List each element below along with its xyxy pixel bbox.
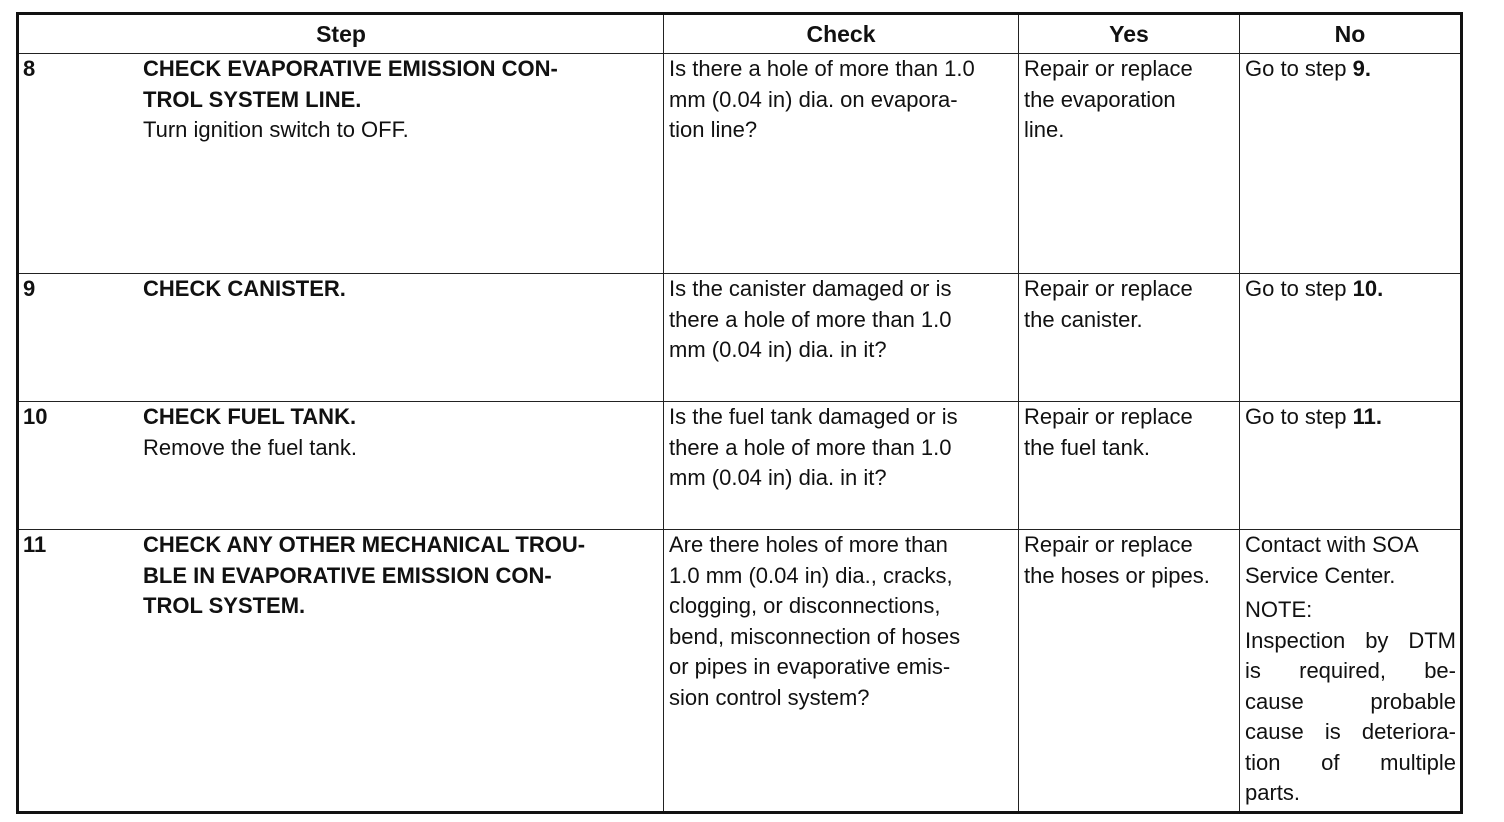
diagnostic-table: [16, 12, 1463, 814]
no-cell: [1240, 54, 1462, 274]
yes-cell: [1019, 402, 1240, 530]
header-check: Check: [664, 14, 1019, 54]
no-prefix: Go to step: [1245, 56, 1347, 81]
no-line: Service Center.: [1245, 562, 1396, 588]
no-cell: [1240, 274, 1462, 402]
note-line: cause is deteriora-: [1245, 719, 1456, 744]
check-line: clogging, or disconnections,: [669, 593, 941, 618]
yes-cell: [1019, 530, 1240, 813]
table-row-step-8: [18, 54, 1462, 274]
note-line: cause probable: [1245, 688, 1456, 714]
no-cell: [1240, 530, 1462, 813]
check-line: Are there holes of more than: [669, 532, 948, 557]
header-yes: Yes: [1019, 14, 1240, 54]
header-row: [18, 14, 1462, 54]
step-title-line: CHECK EVAPORATIVE EMISSION CON-: [143, 56, 558, 81]
step-cell: [18, 274, 664, 402]
step-title-line: BLE IN EVAPORATIVE EMISSION CON-: [143, 562, 552, 588]
note-line: Inspection by DTM: [1245, 627, 1456, 653]
yes-line: the evaporation: [1024, 86, 1176, 112]
step-title-line: CHECK CANISTER.: [143, 276, 346, 301]
check-line: there a hole of more than 1.0: [669, 306, 952, 332]
yes-cell: [1019, 274, 1240, 402]
yes-line: Repair or replace: [1024, 276, 1193, 301]
yes-line: Repair or replace: [1024, 532, 1193, 557]
check-line: Is the fuel tank damaged or is: [669, 404, 958, 429]
note-line: tion of multiple: [1245, 749, 1456, 775]
no-prefix: Go to step: [1245, 404, 1347, 429]
step-text: [143, 54, 663, 146]
check-cell: [664, 54, 1019, 274]
check-cell: [664, 530, 1019, 813]
note-body: [1245, 626, 1456, 809]
table-row-step-9: [18, 274, 1462, 402]
note-line: is required, be-: [1245, 658, 1456, 683]
step-number: 10: [23, 404, 48, 429]
step-number: 9: [23, 276, 36, 301]
check-line: Is there a hole of more than 1.0: [669, 56, 975, 81]
yes-line: the fuel tank.: [1024, 434, 1150, 460]
step-number: 8: [23, 56, 36, 81]
no-step-ref: 9.: [1352, 56, 1371, 81]
step-cell: [18, 530, 664, 813]
yes-line: Repair or replace: [1024, 56, 1193, 81]
check-line: or pipes in evaporative emis-: [669, 654, 951, 679]
step-detail-line: Turn ignition switch to OFF.: [143, 117, 409, 142]
table-row-step-10: [18, 402, 1462, 530]
check-line: mm (0.04 in) dia. in it?: [669, 465, 887, 490]
header-step: Step: [18, 14, 664, 54]
check-cell: [664, 402, 1019, 530]
check-line: 1.0 mm (0.04 in) dia., cracks,: [669, 562, 953, 588]
yes-line: the hoses or pipes.: [1024, 562, 1210, 588]
check-line: Is the canister damaged or is: [669, 276, 952, 301]
note-label: NOTE:: [1245, 597, 1313, 622]
no-cell: [1240, 402, 1462, 530]
check-line: mm (0.04 in) dia. in it?: [669, 337, 887, 362]
step-text: [143, 274, 663, 305]
check-cell: [664, 274, 1019, 402]
step-detail-line: Remove the fuel tank.: [143, 434, 358, 460]
step-cell: [18, 402, 664, 530]
no-step-ref: 10.: [1352, 276, 1384, 301]
step-title-line: TROL SYSTEM LINE.: [143, 86, 362, 112]
no-step-ref: 11.: [1352, 404, 1383, 429]
step-text: [143, 402, 663, 463]
note-line: parts.: [1245, 780, 1301, 805]
step-title-line: TROL SYSTEM.: [143, 593, 306, 618]
yes-line: line.: [1024, 117, 1065, 142]
step-number: 11: [23, 532, 47, 557]
check-line: there a hole of more than 1.0: [669, 434, 952, 460]
step-title-line: CHECK FUEL TANK.: [143, 404, 357, 429]
no-line: Contact with SOA: [1245, 532, 1419, 557]
table-row-step-11: [18, 530, 1462, 813]
check-line: tion line?: [669, 117, 758, 142]
check-line: mm (0.04 in) dia. on evapora-: [669, 86, 958, 112]
check-line: bend, misconnection of hoses: [669, 623, 961, 649]
yes-line: Repair or replace: [1024, 404, 1193, 429]
no-prefix: Go to step: [1245, 276, 1347, 301]
step-text: [143, 530, 663, 622]
check-line: sion control system?: [669, 684, 870, 710]
yes-line: the canister.: [1024, 306, 1143, 332]
step-cell: [18, 54, 664, 274]
header-no: No: [1240, 14, 1462, 54]
step-title-line: CHECK ANY OTHER MECHANICAL TROU-: [143, 532, 586, 557]
yes-cell: [1019, 54, 1240, 274]
